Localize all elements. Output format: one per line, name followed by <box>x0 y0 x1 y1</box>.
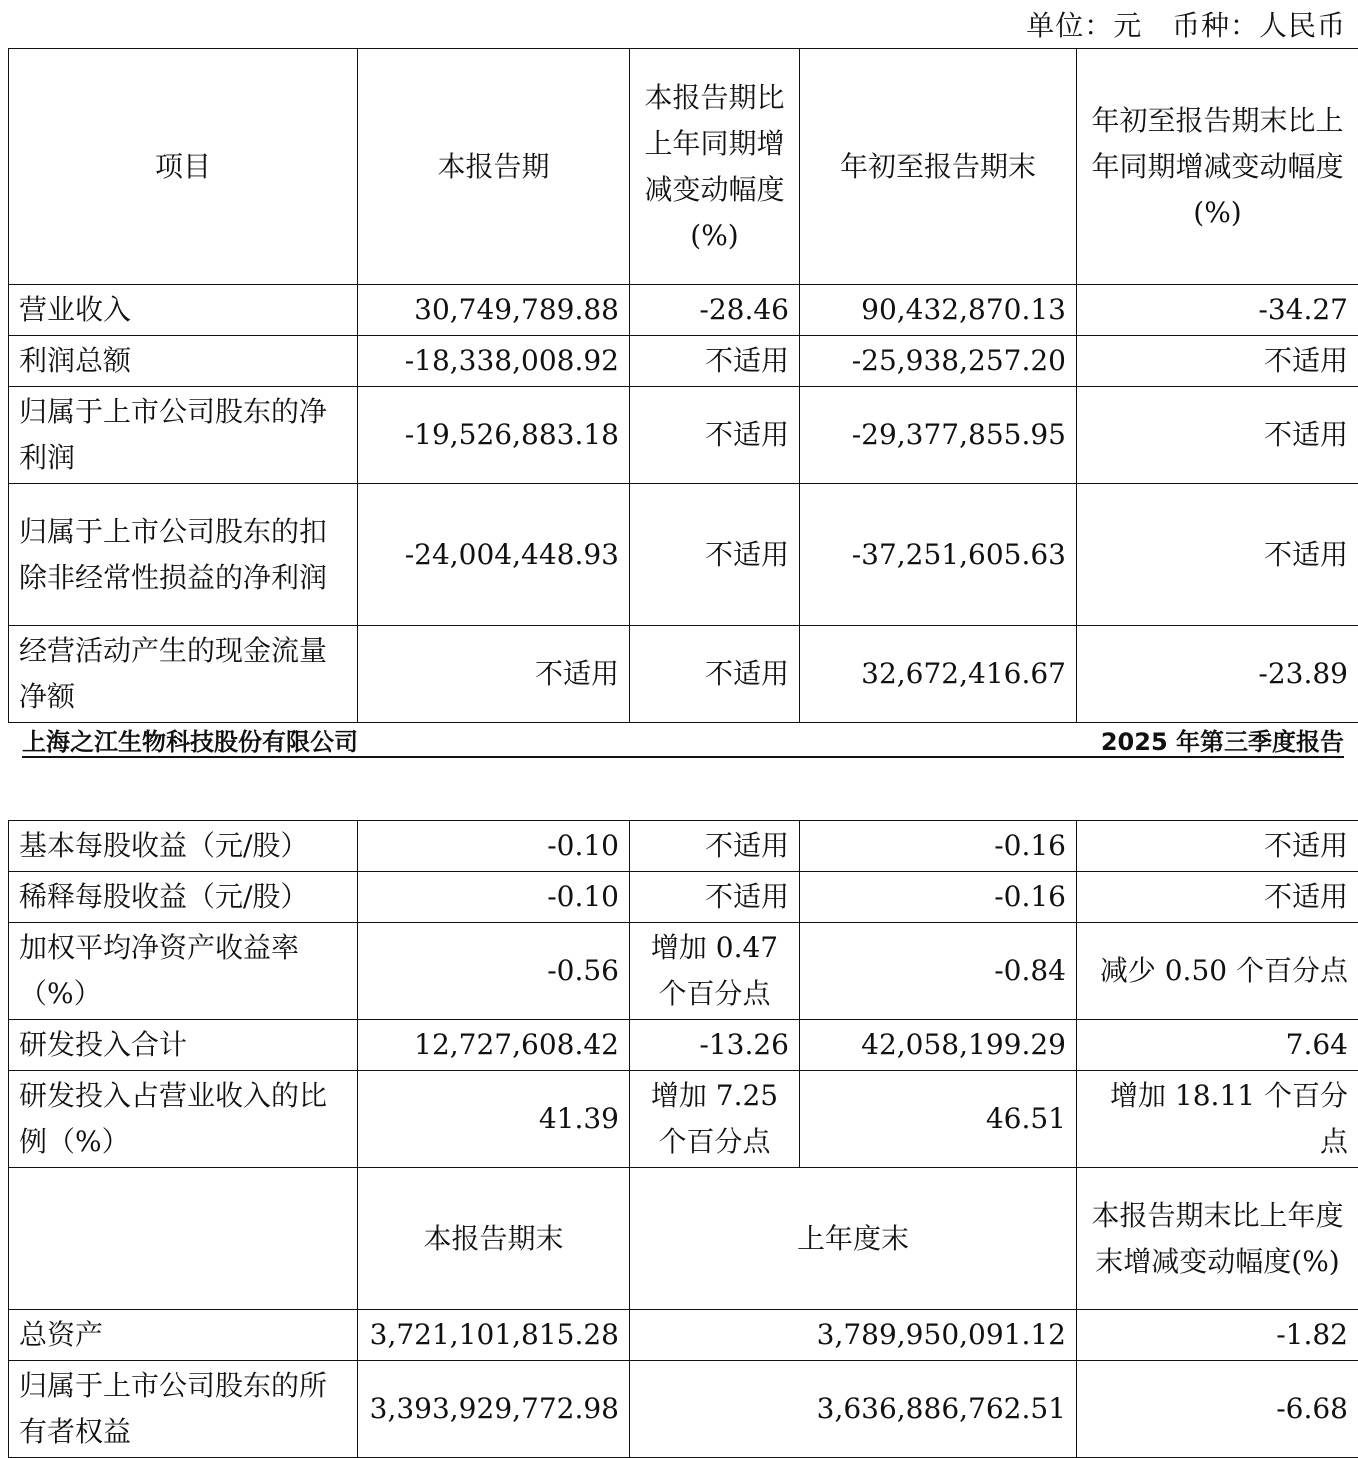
cell-current: -19,526,883.18 <box>358 387 630 484</box>
cell-current: -0.56 <box>358 923 630 1020</box>
cell-ytd: 90,432,870.13 <box>800 285 1077 336</box>
cell-ytd: -0.16 <box>800 821 1077 872</box>
row-label: 归属于上市公司股东的扣除非经常性损益的净利润 <box>9 484 358 626</box>
cell-current-change: -13.26 <box>630 1020 800 1071</box>
cell-current-change: 不适用 <box>630 821 800 872</box>
cell-change-pct: -6.68 <box>1077 1361 1358 1458</box>
financial-table-continued <box>8 820 1358 1458</box>
cell-current: -0.10 <box>358 821 630 872</box>
cell-ytd-change: 不适用 <box>1077 484 1358 626</box>
cell-current-change: 增加 0.47 个百分点 <box>630 923 800 1020</box>
cell-period-end: 3,721,101,815.28 <box>358 1310 630 1361</box>
row-label: 经营活动产生的现金流量净额 <box>9 626 358 723</box>
row-label: 稀释每股收益（元/股） <box>9 872 358 923</box>
cell-current: -18,338,008.92 <box>358 336 630 387</box>
cell-prior-year-end: 3,789,950,091.12 <box>630 1310 1077 1361</box>
cell-ytd-change: 7.64 <box>1077 1020 1358 1071</box>
cell-ytd: 32,672,416.67 <box>800 626 1077 723</box>
cell-current-change: 不适用 <box>630 626 800 723</box>
cell-change-pct: -1.82 <box>1077 1310 1358 1361</box>
cell-current: 不适用 <box>358 626 630 723</box>
row-label: 归属于上市公司股东的所有者权益 <box>9 1361 358 1458</box>
row-label: 总资产 <box>9 1310 358 1361</box>
cell-ytd-change: 不适用 <box>1077 872 1358 923</box>
header-blank <box>9 1168 358 1310</box>
table-row <box>9 872 1358 923</box>
row-label: 归属于上市公司股东的净利润 <box>9 387 358 484</box>
row-label: 利润总额 <box>9 336 358 387</box>
cell-ytd: -37,251,605.63 <box>800 484 1077 626</box>
cell-current-change: 不适用 <box>630 336 800 387</box>
cell-current-change: 不适用 <box>630 387 800 484</box>
page-footer <box>22 718 1344 758</box>
cell-ytd-change: 不适用 <box>1077 821 1358 872</box>
header-item: 项目 <box>9 49 358 285</box>
cell-ytd: -0.84 <box>800 923 1077 1020</box>
header-current-period: 本报告期 <box>358 49 630 285</box>
header-prior-year-end: 上年度末 <box>630 1168 1077 1310</box>
cell-ytd: 42,058,199.29 <box>800 1020 1077 1071</box>
header-ytd-change: 年初至报告期末比上年同期增减变动幅度(%) <box>1077 49 1358 285</box>
table-row <box>9 821 1358 872</box>
cell-period-end: 3,393,929,772.98 <box>358 1361 630 1458</box>
header-ytd: 年初至报告期末 <box>800 49 1077 285</box>
unit-currency-note: 单位：元 币种：人民币 <box>1026 4 1346 44</box>
table-row <box>9 923 1358 1020</box>
table-row <box>9 1071 1358 1168</box>
cell-ytd: -29,377,855.95 <box>800 387 1077 484</box>
cell-current: -24,004,448.93 <box>358 484 630 626</box>
cell-current: 30,749,789.88 <box>358 285 630 336</box>
cell-current: 12,727,608.42 <box>358 1020 630 1071</box>
balance-header-row <box>9 1168 1358 1310</box>
row-label: 研发投入占营业收入的比例（%） <box>9 1071 358 1168</box>
table-row <box>9 1020 1358 1071</box>
cell-ytd-change: -34.27 <box>1077 285 1358 336</box>
table-row <box>9 387 1358 484</box>
cell-ytd-change: 不适用 <box>1077 336 1358 387</box>
cell-current-change: 不适用 <box>630 872 800 923</box>
table-row <box>9 1361 1358 1458</box>
cell-ytd: -25,938,257.20 <box>800 336 1077 387</box>
header-change-pct: 本报告期末比上年度末增减变动幅度(%) <box>1077 1168 1358 1310</box>
cell-current-change: -28.46 <box>630 285 800 336</box>
table-row <box>9 1310 1358 1361</box>
cell-ytd: -0.16 <box>800 872 1077 923</box>
cell-ytd-change: 减少 0.50 个百分点 <box>1077 923 1358 1020</box>
report-title: 2025 年第三季度报告 <box>1101 722 1344 757</box>
company-name: 上海之江生物科技股份有限公司 <box>22 722 358 757</box>
cell-current: 41.39 <box>358 1071 630 1168</box>
table-row <box>9 285 1358 336</box>
cell-prior-year-end: 3,636,886,762.51 <box>630 1361 1077 1458</box>
cell-current: -0.10 <box>358 872 630 923</box>
cell-current-change: 不适用 <box>630 484 800 626</box>
row-label: 研发投入合计 <box>9 1020 358 1071</box>
header-current-change: 本报告期比上年同期增减变动幅度(%) <box>630 49 800 285</box>
table-row <box>9 626 1358 723</box>
cell-ytd-change: 不适用 <box>1077 387 1358 484</box>
row-label: 营业收入 <box>9 285 358 336</box>
cell-ytd: 46.51 <box>800 1071 1077 1168</box>
row-label: 加权平均净资产收益率（%） <box>9 923 358 1020</box>
row-label: 基本每股收益（元/股） <box>9 821 358 872</box>
table-row <box>9 484 1358 626</box>
table-header-row <box>9 49 1358 285</box>
cell-ytd-change: -23.89 <box>1077 626 1358 723</box>
financial-table-main <box>8 48 1358 723</box>
table-row <box>9 336 1358 387</box>
cell-ytd-change: 增加 18.11 个百分点 <box>1077 1071 1358 1168</box>
cell-current-change: 增加 7.25 个百分点 <box>630 1071 800 1168</box>
header-period-end: 本报告期末 <box>358 1168 630 1310</box>
